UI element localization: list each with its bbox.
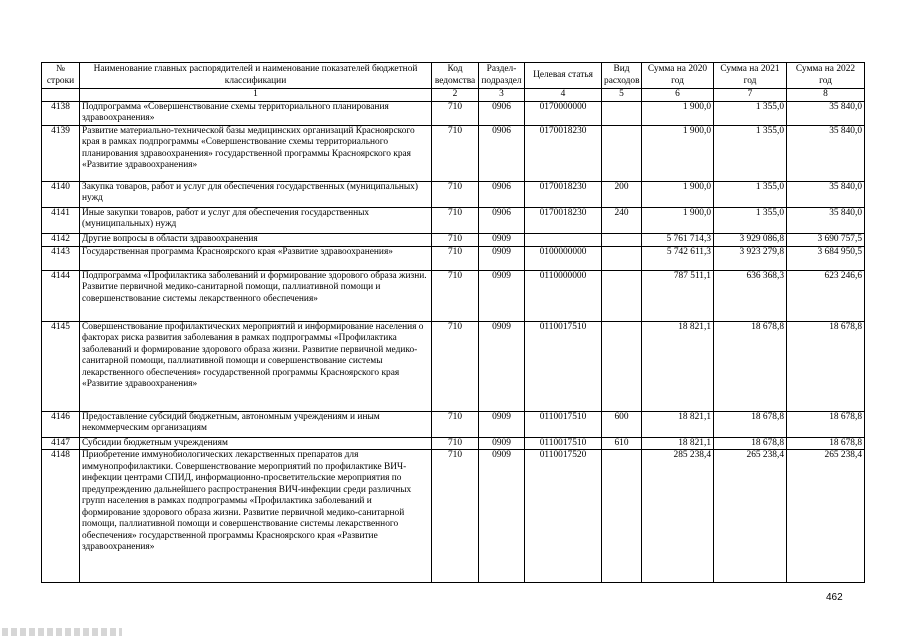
row-name: Другие вопросы в области здравоохранения xyxy=(80,233,432,246)
col-number: 8 xyxy=(787,89,865,102)
row-sum2021: 18 678,8 xyxy=(714,321,787,411)
row-sum2020: 18 821,1 xyxy=(642,437,714,450)
row-sum2022: 18 678,8 xyxy=(787,437,865,450)
row-vedomstvo: 710 xyxy=(432,270,479,321)
table-row xyxy=(42,207,865,233)
row-sum2021: 1 355,0 xyxy=(714,101,787,125)
table-row xyxy=(42,233,865,246)
row-sum2020: 18 821,1 xyxy=(642,321,714,411)
col-number: 7 xyxy=(714,89,787,102)
row-vid: 610 xyxy=(602,437,642,450)
row-name: Подпрограмма «Совершенствование схемы территориального планирования здравоохранения» xyxy=(80,101,432,125)
row-target: 0110017510 xyxy=(525,437,602,450)
table-row xyxy=(42,181,865,207)
header-row-no: № строки xyxy=(42,63,80,89)
row-vid xyxy=(602,321,642,411)
row-name: Субсидии бюджетным учреждениям xyxy=(80,437,432,450)
col-number: 5 xyxy=(602,89,642,102)
row-target: 0110017510 xyxy=(525,411,602,437)
budget-table xyxy=(41,62,865,583)
row-razdel: 0909 xyxy=(479,270,525,321)
row-number: 4138 xyxy=(42,101,80,125)
row-target: 0170018230 xyxy=(525,181,602,207)
row-target: 0100000000 xyxy=(525,246,602,270)
row-number: 4139 xyxy=(42,125,80,181)
row-sum2022: 3 684 950,5 xyxy=(787,246,865,270)
row-vedomstvo: 710 xyxy=(432,246,479,270)
header-row xyxy=(42,63,865,89)
header-sum2022: Сумма на 2022 год xyxy=(787,63,865,89)
header-target: Целевая статья xyxy=(525,63,602,89)
row-target: 0110017510 xyxy=(525,321,602,411)
row-sum2022: 3 690 757,5 xyxy=(787,233,865,246)
row-name: Государственная программа Красноярского края «Развитие здравоохранения» xyxy=(80,246,432,270)
row-sum2020: 787 511,1 xyxy=(642,270,714,321)
row-sum2022: 18 678,8 xyxy=(787,411,865,437)
row-vedomstvo: 710 xyxy=(432,207,479,233)
table-row xyxy=(42,321,865,411)
row-razdel: 0909 xyxy=(479,411,525,437)
row-sum2022: 35 840,0 xyxy=(787,101,865,125)
table-row xyxy=(42,246,865,270)
col-number: 6 xyxy=(642,89,714,102)
row-name: Приобретение иммунобиологических лекарственных препаратов для иммунопрофилактики. Совершенствование мероприятий по профилактике ВИЧ-инфекции центрами СПИД, информационно-просветительские мероприятия по предупреждению дальнейшего распространения ВИЧ-инфекции среди различных групп населения в рамках подпрограммы «Профилактика заболеваний и формирование здорового образа жизни. Развитие первичной медико-санитарной помощи, паллиативной помощи и совершенствование системы лекарственного обеспечения» государственной программы Красноярского края «Развитие здравоохранения» xyxy=(80,450,432,583)
row-sum2022: 35 840,0 xyxy=(787,125,865,181)
row-sum2020: 285 238,4 xyxy=(642,450,714,583)
row-razdel: 0909 xyxy=(479,450,525,583)
row-name: Закупка товаров, работ и услуг для обеспечения государственных (муниципальных) нужд xyxy=(80,181,432,207)
row-number: 4142 xyxy=(42,233,80,246)
col-number: 2 xyxy=(432,89,479,102)
row-target xyxy=(525,233,602,246)
row-razdel: 0909 xyxy=(479,233,525,246)
row-number: 4145 xyxy=(42,321,80,411)
row-number: 4147 xyxy=(42,437,80,450)
row-sum2020: 1 900,0 xyxy=(642,181,714,207)
row-vid xyxy=(602,270,642,321)
row-sum2020: 5 742 611,3 xyxy=(642,246,714,270)
row-razdel: 0906 xyxy=(479,181,525,207)
column-number-row xyxy=(42,89,865,102)
row-sum2022: 35 840,0 xyxy=(787,207,865,233)
table-row xyxy=(42,450,865,583)
table-row xyxy=(42,101,865,125)
row-vid: 200 xyxy=(602,181,642,207)
row-razdel: 0906 xyxy=(479,125,525,181)
table-row xyxy=(42,125,865,181)
page-number: 462 xyxy=(826,592,843,603)
row-sum2020: 1 900,0 xyxy=(642,101,714,125)
row-name: Иные закупки товаров, работ и услуг для обеспечения государственных (муниципальных) нужд xyxy=(80,207,432,233)
row-razdel: 0909 xyxy=(479,321,525,411)
header-vedomstvo: Код ведомства xyxy=(432,63,479,89)
row-target: 0110000000 xyxy=(525,270,602,321)
row-sum2021: 3 929 086,8 xyxy=(714,233,787,246)
row-sum2021: 1 355,0 xyxy=(714,125,787,181)
row-razdel: 0909 xyxy=(479,246,525,270)
row-sum2022: 35 840,0 xyxy=(787,181,865,207)
row-vid xyxy=(602,233,642,246)
row-vedomstvo: 710 xyxy=(432,321,479,411)
scan-artifact xyxy=(2,628,122,636)
row-sum2021: 636 368,3 xyxy=(714,270,787,321)
row-number: 4144 xyxy=(42,270,80,321)
header-sum2020: Сумма на 2020 год xyxy=(642,63,714,89)
row-number: 4140 xyxy=(42,181,80,207)
row-vid xyxy=(602,125,642,181)
row-sum2021: 265 238,4 xyxy=(714,450,787,583)
budget-table-page xyxy=(41,62,864,583)
row-number: 4146 xyxy=(42,411,80,437)
row-vedomstvo: 710 xyxy=(432,437,479,450)
row-vid: 240 xyxy=(602,207,642,233)
table-row xyxy=(42,437,865,450)
row-target: 0170018230 xyxy=(525,125,602,181)
table-row xyxy=(42,270,865,321)
header-razdel: Раздел-подраздел xyxy=(479,63,525,89)
row-vid: 600 xyxy=(602,411,642,437)
header-vid: Вид расходов xyxy=(602,63,642,89)
col-number xyxy=(42,89,80,102)
row-name: Подпрограмма «Профилактика заболеваний и формирование здорового образа жизни. Развитие первичной медико-санитарной помощи, паллиативной помощи и совершенствование системы лекарственного обеспечения» xyxy=(80,270,432,321)
row-sum2021: 3 923 279,8 xyxy=(714,246,787,270)
row-vid xyxy=(602,246,642,270)
row-sum2021: 18 678,8 xyxy=(714,411,787,437)
row-number: 4148 xyxy=(42,450,80,583)
header-sum2021: Сумма на 2021 год xyxy=(714,63,787,89)
row-sum2022: 623 246,6 xyxy=(787,270,865,321)
row-sum2020: 1 900,0 xyxy=(642,125,714,181)
table-row xyxy=(42,411,865,437)
row-number: 4143 xyxy=(42,246,80,270)
row-vid xyxy=(602,101,642,125)
row-target: 0170018230 xyxy=(525,207,602,233)
row-sum2021: 1 355,0 xyxy=(714,207,787,233)
row-name: Совершенствование профилактических мероприятий и информирование населения о факторах риска развития заболевания в рамках подпрограммы «Профилактика заболеваний и формирование здорового образа жизни. Развитие первичной медико-санитарной помощи, паллиативной помощи и совершенствование системы лекарственного обеспечения» государственной программы Красноярского края «Развитие здравоохранения» xyxy=(80,321,432,411)
col-number: 4 xyxy=(525,89,602,102)
row-target: 0170000000 xyxy=(525,101,602,125)
row-name: Развитие материально-технической базы медицинских организаций Красноярского края в рамках подпрограммы «Совершенствование схемы территориального планирования здравоохранения» государственной программы Красноярского края «Развитие здравоохранения» xyxy=(80,125,432,181)
row-sum2021: 18 678,8 xyxy=(714,437,787,450)
row-razdel: 0909 xyxy=(479,437,525,450)
row-number: 4141 xyxy=(42,207,80,233)
row-target: 0110017520 xyxy=(525,450,602,583)
row-razdel: 0906 xyxy=(479,101,525,125)
row-vedomstvo: 710 xyxy=(432,101,479,125)
row-sum2022: 265 238,4 xyxy=(787,450,865,583)
col-number: 3 xyxy=(479,89,525,102)
header-name: Наименование главных распорядителей и наименование показателей бюджетной классификации xyxy=(80,63,432,89)
row-sum2020: 18 821,1 xyxy=(642,411,714,437)
row-vedomstvo: 710 xyxy=(432,450,479,583)
row-vid xyxy=(602,450,642,583)
row-sum2021: 1 355,0 xyxy=(714,181,787,207)
row-razdel: 0906 xyxy=(479,207,525,233)
row-name: Предоставление субсидий бюджетным, автономным учреждениям и иным некоммерческим организациям xyxy=(80,411,432,437)
row-vedomstvo: 710 xyxy=(432,181,479,207)
row-sum2020: 5 761 714,3 xyxy=(642,233,714,246)
row-sum2020: 1 900,0 xyxy=(642,207,714,233)
col-number: 1 xyxy=(80,89,432,102)
row-vedomstvo: 710 xyxy=(432,125,479,181)
row-vedomstvo: 710 xyxy=(432,233,479,246)
row-vedomstvo: 710 xyxy=(432,411,479,437)
row-sum2022: 18 678,8 xyxy=(787,321,865,411)
